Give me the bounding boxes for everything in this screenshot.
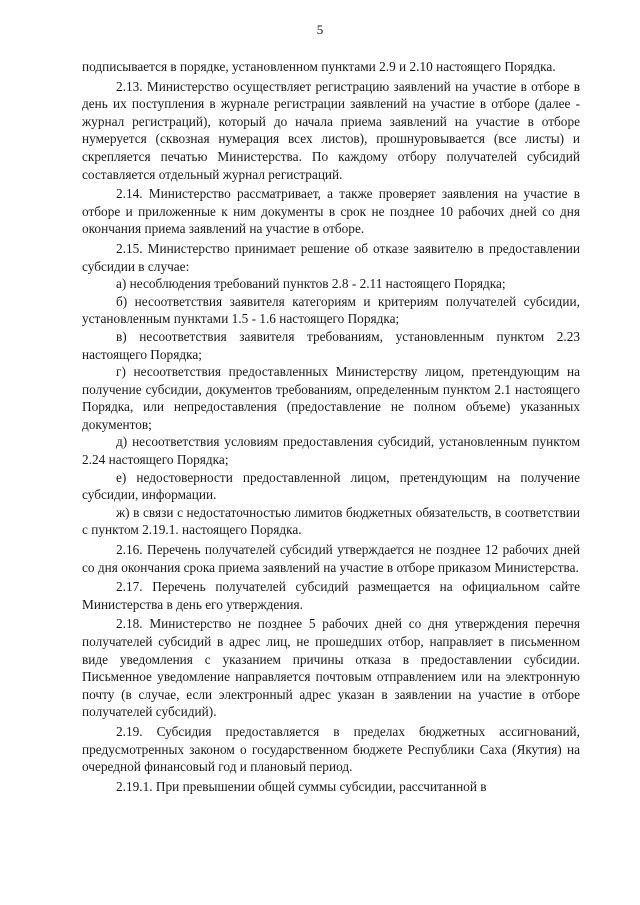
paragraph-2-15: 2.15. Министерство принимает решение об отказе заявителю в предоставлении субсидии в случае: (82, 240, 580, 274)
paragraph-2-19: 2.19. Субсидия предоставляется в пределах бюджетных ассигнований, предусмотренных законом о государственном бюджете Республики Саха (Якутия) на очередной финансовый год и плановый период. (82, 723, 580, 775)
paragraph-2-18: 2.18. Министерство не позднее 5 рабочих дней со дня утверждения перечня получателей субсидий в адрес лиц, не прошедших отбор, направляет в письменном виде уведомления с указанием причины отказа в предоставлении субсидии. Письменное уведомление направляется почтовым отправлением или на электронную почту (в случае, если электронный адрес указан в заявлении на участие в отборе получателей субсидий). (82, 616, 580, 720)
list-item-g: г) несоответствия предоставленных Министерству лицом, претендующим на получение субсидии, документов требованиям, определенным пунктом 2.1 настоящего Порядка, или непредоставления (предоставление не полном объеме) указанных документов; (82, 364, 580, 432)
list-item-zh: ж) в связи с недостаточностью лимитов бюджетных обязательств, в соответствии с пунктом 2.19.1. настоящего Порядка. (82, 504, 580, 538)
page-number: 5 (316, 22, 324, 37)
list-item-v: в) несоответствия заявителя требованиям, установленным пунктом 2.23 настоящего Порядка; (82, 328, 580, 362)
list-item-b: б) несоответствия заявителя категориям и критериям получателей субсидии, установленным пунктами 1.5 - 1.6 настоящего Порядка; (82, 293, 580, 327)
paragraph-2-13: 2.13. Министерство осуществляет регистрацию заявлений на участие в отборе в день их поступления в журнале регистрации заявлений на участие в отборе (далее - журнал регистраций), который до начала приема заявлений на участие в отборе нумеруется (сквозная нумерация всех листов), прошнуровывается (все листы) и скрепляется печатью Министерства. По каждому отбору получателей субсидий составляется отдельный журнал регистраций. (82, 78, 580, 182)
list-item-d: д) несоответствия условиям предоставления субсидий, установленным пунктом 2.24 настоящего Порядка; (82, 434, 580, 468)
paragraph-2-14: 2.14. Министерство рассматривает, а также проверяет заявления на участие в отборе и приложенные к ним документы в срок не позднее 10 рабочих дней со дня окончания приема заявлений на участие в отборе. (82, 186, 580, 237)
paragraph-2-19-1: 2.19.1. При превышении общей суммы субсидии, рассчитанной в (116, 778, 487, 794)
list-item-a: а) несоблюдения требований пунктов 2.8 - 2.11 настоящего Порядка; (116, 276, 506, 292)
paragraph-2-16: 2.16. Перечень получателей субсидий утверждается не позднее 12 рабочих дней со дня окончания срока приема заявлений на участие в отборе приказом Министерства. (82, 542, 580, 575)
paragraph-2-17: 2.17. Перечень получателей субсидий размещается на официальном сайте Министерства в день его утверждения. (82, 579, 580, 612)
paragraph-continuation: подписывается в порядке, установленном пунктами 2.9 и 2.10 настоящего Порядка. (82, 59, 556, 74)
list-item-e: е) недостоверности предоставленной лицом, претендующим на получение субсидии, информации. (82, 469, 580, 503)
document-body (82, 58, 580, 795)
